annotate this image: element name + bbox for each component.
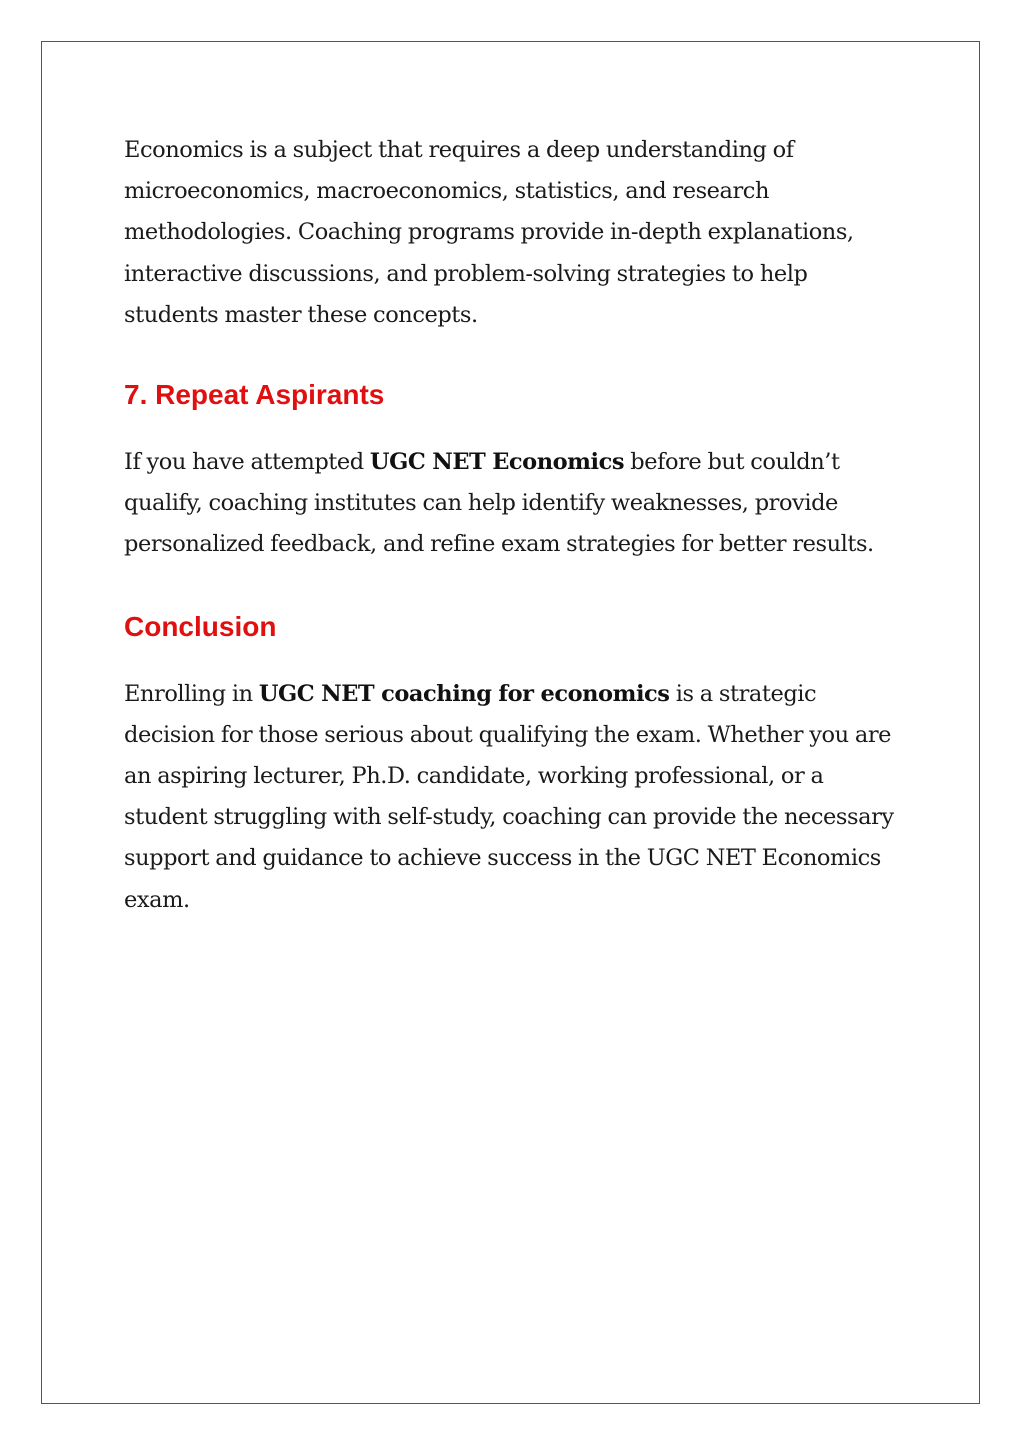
section-heading-repeat-aspirants: 7. Repeat Aspirants [124,379,385,411]
intro-paragraph: Economics is a subject that requires a deep understanding of microeconomics, macroeconomics, statistics, and research methodologies. Coaching programs provide in-depth explanations, interactive discussions, and problem-solving strategies to help students master these concepts. [124,137,854,328]
document-body [124,130,904,921]
bold-term: UGC NET coaching for economics [258,680,670,707]
paragraph-text: before but couldn’t qualify, coaching institutes can help identify weaknesses, provide personalized feedback, and refine exam strategies for better results. [124,449,874,558]
repeat-aspirants-paragraph [124,442,904,566]
paragraph-text: Enrolling in [124,680,259,707]
paragraph-text: is a strategic decision for those serious about qualifying the exam. Whether you are an aspiring lecturer, Ph.D. candidate, working professional, or a student struggling with self-study, coaching can provide the necessary support and guidance to achieve success in the UGC NET Economics exam. [124,680,894,913]
section-heading-conclusion: Conclusion [124,610,277,642]
paragraph-text: If you have attempted [124,449,370,476]
conclusion-paragraph [124,674,904,921]
bold-term: UGC NET Economics [369,449,625,476]
